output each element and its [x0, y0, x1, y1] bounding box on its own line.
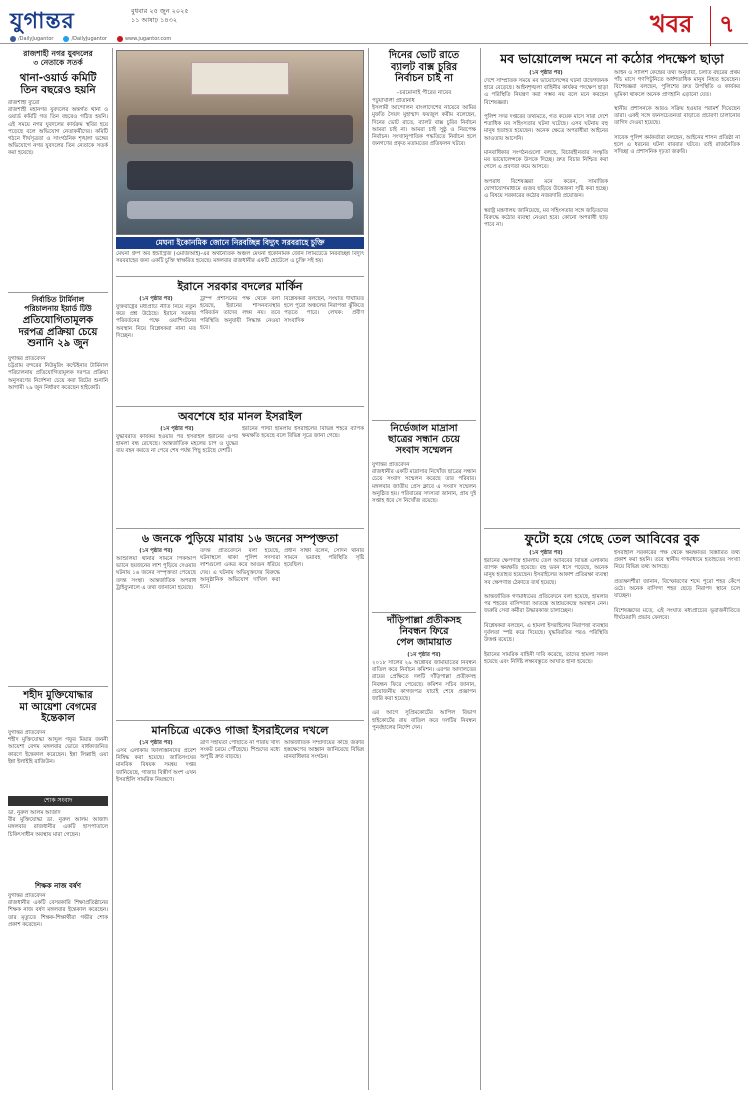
divider	[116, 720, 364, 721]
article-mob-col1: দেশে সাম্প্রতিক সময়ে মব ভায়োলেন্সের ঘটনা উদ্বেগজনক হারে বেড়েছে। আইনশৃঙ্খলা বাহিনীর কার্যকর পদক্ষেপ ছাড়া এ পরিস্থিতি নিয়ন্ত্রণ করা সম্ভব নয় বলে মনে করছেন বিশেষজ্ঞরা। পুলিশ সদর দপ্তরের তথ্যমতে, গত কয়েক মাসে সারা দেশে শতাধিক মব সহিংসতার ঘটনা ঘটেছে। এসব ঘটনায় বহু মানুষ হতাহত হয়েছেন। অনেক ক্ষেত্রে অপরাধীরা আইনের আওতায় আসেনি। মানবাধিকার সংগঠনগুলো বলছে, বিচারহীনতার সংস্কৃতি মব ভায়োলেন্সকে উসকে দিচ্ছে। দ্রুত বিচার নিশ্চিত করা গেলে এ প্রবণতা কমে আসবে। অপরাধ বিশেষজ্ঞরা মনে করেন, সামাজিক যোগাযোগমাধ্যমে গুজব ছড়িয়ে উত্তেজনা সৃষ্টি করা হচ্ছে। এ বিষয়ে সরকারের কঠোর নজরদারি প্রয়োজন। স্বরাষ্ট্র মন্ত্রণালয় জানিয়েছে, মব সহিংসতার সঙ্গে জড়িতদের বিরুদ্ধে কঠোর ব্যবস্থা নেওয়া হবে। কোনো অপরাধী ছাড় পাবে না।	[484, 78, 608, 229]
photo-caption-body: মেঘনা গ্রুপ অব ইন্ডাস্ট্রিজ (এমজিআই)-এর অর্থনৈতিক অঞ্চল মেঘনা ইকোনমিক জোন লিমিটেডে নিরবচ্ছিন্ন বিদ্যুৎ সরবরাহের জন্য একটি চুক্তি স্বাক্ষরিত হয়েছে। মঙ্গলবার রাজধানীর একটি হোটেলে এ চুক্তি সই হয়।	[116, 251, 364, 265]
headline-terminal: প্রতিযোগিতামূলক দরপত্র প্রক্রিয়া চেয়ে শুনানি ২৯ জুন	[18, 315, 98, 349]
facebook-icon	[10, 36, 16, 42]
continuation-label: (১ম পৃষ্ঠার পর)	[529, 550, 563, 556]
page-number: ৭	[710, 6, 735, 46]
headline-madrasa: নির্ভেজাল মাদ্রাসা ছাত্রের সন্ধান চেয়ে সংবাদ সম্মেলন	[388, 423, 460, 456]
news-photo	[116, 50, 364, 235]
headline-gaza: মানচিত্রে একেও গাজা ইসরাইলের দখলে	[151, 724, 329, 737]
masthead	[0, 0, 748, 44]
continuation-label: (১ম পৃষ্ঠার পর)	[529, 70, 563, 76]
headline-teacher: শিক্ষক নাজ বর্ষণ	[34, 882, 82, 890]
continuation-label: (১ম পৃষ্ঠার পর)	[160, 426, 194, 432]
article-six-col3: প্রধান সাক্ষী বলেন, সেদিন থানার সামনে ভয়াবহ পরিস্থিতি সৃষ্টি হয়েছিল।	[284, 548, 364, 569]
headline-ayesha: শহীদ মুক্তিযোদ্ধার মা আয়েশা বেগমের ইন্তেকাল	[19, 690, 97, 724]
divider	[116, 406, 364, 407]
headline-rajshahi: থানা-ওয়ার্ড কমিটি তিন বছরেও হয়নি	[19, 72, 97, 97]
headline-night-vote: দিনের ভোট রাতে ব্যালট বাক্স চুরির নির্বাচন চাই না	[388, 50, 460, 84]
date-line	[131, 7, 189, 25]
divider	[116, 528, 364, 529]
website-link[interactable]: www.jugantor.com	[117, 36, 171, 42]
headline-rajshahi-kicker: রাজশাহী নগর যুবদলের ৩ নেতাকে সতর্ক	[23, 49, 93, 67]
article-night-vote-body: পটুয়াখালী প্রতিনিধি ইসলামী আন্দোলন বাংলাদেশের নায়েবে আমির মুফতি সৈয়দ মুহাম্মাদ ফয়জুল করীম বলেছেন, দিনের ভোট রাতে, ব্যালট বাক্স চুরির নির্বাচন আমরা চাই না। আমরা চাই সুষ্ঠু ও নিরপেক্ষ নির্বাচন। সংখ্যানুপাতিক পদ্ধতিতে নির্বাচন হলে জনগণের প্রকৃত মতামতের প্রতিফলন ঘটবে।	[372, 98, 476, 148]
headline-tel-aviv: ফুটো হয়ে গেছে তেল আবিবের বুক	[524, 531, 700, 546]
article-ayesha-body: যুগান্তর প্রতিবেদন শহীদ মুক্তিযোদ্ধা আব্দুল গফুর মিয়ার জননী আয়েশা বেগম মঙ্গলবার ভোরে বার্ধক্যজনিত কারণে ইন্তেকাল করেছেন। ইন্না লিল্লাহি ওয়া ইন্না ইলাইহি রাজিউন।	[8, 730, 108, 765]
article-israel-col2: ইরানের পাল্টা হামলায় ইসরাইলের বিভিন্ন শহরে ব্যাপক ক্ষয়ক্ষতি হয়েছে বলে বিভিন্ন সূত্রে জানা গেছে।	[242, 426, 364, 440]
obituary-label: শোক সংবাদ	[8, 796, 108, 806]
photo-people-front	[127, 161, 353, 190]
article-tel-aviv-col1: ইরানের ক্ষেপণাস্ত্র হামলায় তেল আবিবের বিভিন্ন এলাকায় ব্যাপক ক্ষয়ক্ষতি হয়েছে। বহু ভবন ধসে পড়েছে, অনেক মানুষ হতাহত হয়েছেন। ইসরাইলের আকাশ প্রতিরক্ষা ব্যবস্থা সব ক্ষেপণাস্ত্র ঠেকাতে ব্যর্থ হয়েছে। আন্তর্জাতিক গণমাধ্যমের প্রতিবেদনে বলা হয়েছে, হামলার পর শহরের বাসিন্দারা আতঙ্কে আশ্রয়কেন্দ্রে অবস্থান নেন। জরুরি সেবা কর্মীরা উদ্ধারকাজ চালাচ্ছেন। বিশ্লেষকরা বলছেন, এ হামলা ইসরাইলের নিরাপত্তা ব্যবস্থার দুর্বলতা স্পষ্ট করে দিয়েছে। যুদ্ধবিরতির পরও পরিস্থিতি উত্তপ্ত রয়েছে। ইরানের সামরিক বাহিনী দাবি করেছে, তাদের হামলা সফল হয়েছে এবং নির্দিষ্ট লক্ষ্যবস্তুতে আঘাত হানা হয়েছে।	[484, 558, 608, 665]
article-israel-col1: যুদ্ধবিরতি কার্যকর হওয়ার পর ইসরাইল ইরানের ওপর হামলা বন্ধ রেখেছে। আন্তর্জাতিক মহলের চাপ ও যুদ্ধের ব্যয় বহন করতে না পেরে শেষ পর্যন্ত পিছু হটেছে দেশটি।	[116, 434, 238, 455]
divider	[372, 420, 476, 421]
obituary-azad-body: ডা. নুরুল আলম আজাদ বীর মুক্তিযোদ্ধা ডা. নুরুল আলম আজাদ মঙ্গলবার রাজধানীর একটি হাসপাতালে চিকিৎসাধীন অবস্থায় মারা গেছেন।	[8, 810, 108, 838]
twitter-icon	[63, 36, 69, 42]
newspaper-logo: যুগান্তর	[10, 8, 75, 34]
article-iran-col2: ট্রাম্প প্রশাসনের পক্ষ থেকে বলা হয়েছে, ইরানের শাসনব্যবস্থার পরিবর্তন তাদের লক্ষ্য নয়। তবে পরিস্থিতি অনুযায়ী সিদ্ধান্ত নেওয়া হবে।	[200, 296, 280, 331]
article-tel-aviv-col2: ইসরাইলি সরকারের পক্ষ থেকে ক্ষয়ক্ষতির বিস্তারিত তথ্য প্রকাশ করা হয়নি। তবে স্থানীয় গণমাধ্যমে হতাহতের সংখ্যা নিয়ে বিভিন্ন তথ্য আসছে। প্রত্যক্ষদর্শীরা জানান, বিস্ফোরণের শব্দে পুরো শহর কেঁপে ওঠে। অনেক বাসিন্দা শহর ছেড়ে নিরাপদ স্থানে চলে যাচ্ছেন। বিশেষজ্ঞদের মতে, এই সংঘাত মধ্যপ্রাচ্যের ভূরাজনীতিতে দীর্ঘমেয়াদি প্রভাব ফেলবে।	[614, 550, 740, 621]
headline-terminal-kicker: নির্বাচিত টার্মিনাল পরিচালনায় ইয়ার্ড টিউ	[24, 295, 92, 313]
photo-banner	[191, 62, 289, 95]
twitter-link[interactable]: /DailyJugantor	[63, 36, 106, 42]
headline-jamaat: দাঁড়িপাল্লা প্রতীকসহ নিবন্ধন ফিরে পেল জামায়াত	[386, 615, 462, 648]
divider	[372, 612, 476, 613]
article-iran-col1: যুক্তরাষ্ট্রের মধ্যপ্রাচ্য নীতি নিয়ে নতুন করে প্রশ্ন উঠেছে। ইরানে সরকার পরিবর্তনের পক্ষে ওয়াশিংটনের অবস্থান নিয়ে বিশ্লেষকরা নানা মত দিচ্ছেন।	[116, 304, 196, 339]
article-teacher-body: যুগান্তর প্রতিবেদন রাজধানীর একটি বেসরকারি শিক্ষাপ্রতিষ্ঠানের শিক্ষক নাজ বর্ষণ মঙ্গলবার ইন্তেকাল করেছেন। তার মৃত্যুতে শিক্ষক-শিক্ষার্থীরা গভীর শোক প্রকাশ করেছেন।	[8, 893, 108, 928]
column-rule	[480, 48, 481, 1090]
social-links	[10, 36, 171, 42]
continuation-label: (১ম পৃষ্ঠার পর)	[139, 296, 173, 302]
article-gaza-col2: ত্রাণ সহায়তা পৌঁছাতে না পারায় খাদ্য সংকট চরমে পৌঁছেছে। শিশুদের মধ্যে অপুষ্টি দ্রুত বাড়ছে।	[200, 740, 280, 761]
facebook-link[interactable]: /DailyJugantor	[10, 36, 53, 42]
headline-israel: অবশেষে হার মানল ইসরাইল	[178, 410, 302, 423]
headline-night-vote-source: –চরমোনাই পীরের নায়েব	[396, 90, 452, 96]
photo-caption: মেঘনা ইকোনমিক জোনে নিরবচ্ছিন্ন বিদ্যুৎ সরবরাহে চুক্তি	[116, 237, 364, 249]
article-six-col1: আশুলিয়া থানার সামনে পিকআপ ভ্যানে ছয়জনের লাশ পুড়িয়ে দেওয়ার ঘটনায় ১৬ জনের সম্পৃক্ততা পেয়েছে তদন্ত সংস্থা। আন্তর্জাতিক অপরাধ ট্রাইব্যুনালে এ তথ্য জানানো হয়েছে।	[116, 556, 196, 591]
column-rule	[112, 48, 113, 1090]
date-bangla: ১১ আষাঢ় ১৪৩২	[131, 16, 178, 24]
photo-people-back	[127, 115, 353, 144]
date-english: বুধবার ২৫ জুন ২০২৫	[131, 7, 189, 15]
continuation-label: (১ম পৃষ্ঠার পর)	[139, 548, 173, 554]
continuation-label: (১ম পৃষ্ঠার পর)	[139, 740, 173, 746]
headline-iran: ইরানে সরকার বদলের মার্কিন	[177, 280, 303, 293]
article-six-col2: তদন্ত প্রতিবেদনে বলা হয়েছে, ঘটনাস্থলে থাকা পুলিশ সদস্যরা লাশগুলো একত্র করে আগুন ধরিয়ে দেয়। এ ঘটনায় অভিযুক্তদের বিরুদ্ধে আনুষ্ঠানিক অভিযোগ দাখিল করা হবে।	[200, 548, 280, 591]
article-madrasa-body: যুগান্তর প্রতিবেদন রাজধানীর একটি মাদ্রাসার নিখোঁজ ছাত্রের সন্ধান চেয়ে সংবাদ সম্মেলন করেছে তার পরিবার। মঙ্গলবার জাতীয় প্রেস ক্লাবে এ সংবাদ সম্মেলন অনুষ্ঠিত হয়। পরিবারের সদস্যরা জানান, প্রায় দুই সপ্তাহ ধরে সে নিখোঁজ রয়েছে।	[372, 462, 476, 505]
article-jamaat-body: ২০১৮ সালের ২৯ অক্টোবর জামায়াতের নিবন্ধন বাতিল করে নির্বাচন কমিশন। এরপর আদালতের রায়ের প্রেক্ষিতে দলটি দাঁড়িপাল্লা প্রতীকসহ নিবন্ধন ফিরে পেয়েছে। কমিশন সচিব জানান, প্রয়োজনীয় কাগজপত্র যাচাই শেষে প্রজ্ঞাপন জারি করা হয়েছে। এর আগে সুপ্রিমকোর্টের আপিল বিভাগ হাইকোর্টের রায় বাতিল করে দলটির নিবন্ধন পুনর্বহালের নির্দেশ দেন।	[372, 660, 476, 731]
divider	[484, 528, 740, 529]
photo-table	[127, 201, 353, 219]
divider	[8, 686, 108, 687]
headline-mob-violence: মব ভায়োলেন্স দমনে না কঠোর পদক্ষেপ ছাড়া	[500, 51, 724, 66]
article-gaza-col3: আন্তর্জাতিক সম্প্রদায়ের কাছে জরুরি হস্তক্ষেপের আহ্বান জানিয়েছে বিভিন্ন মানবাধিকার সংগঠন।	[284, 740, 364, 761]
article-terminal-body: যুগান্তর প্রতিবেদন চট্টগ্রাম বন্দরের নিউমুরিং কন্টেইনার টার্মিনাল পরিচালনায় প্রতিযোগিতামূলক দরপত্র প্রক্রিয়া অনুসরণের নির্দেশনা চেয়ে করা রিটের শুনানি আগামী ২৯ জুন নির্ধারণ করেছেন হাইকোর্ট।	[8, 356, 108, 391]
section-title: খবর	[650, 10, 693, 38]
article-mob-col2: আইন ও সালিশ কেন্দ্রের তথ্য অনুযায়ী, চলতি বছরের প্রথম পাঁচ মাসে গণপিটুনিতে অর্ধশতাধিক মানুষ নিহত হয়েছেন। বিশেষজ্ঞরা বলছেন, পুলিশের দ্রুত উপস্থিতি ও কার্যকর ভূমিকা থাকলে অনেক প্রাণহানি এড়ানো যেত। স্থানীয় প্রশাসনকে আরও সক্রিয় হওয়ার পরামর্শ দিয়েছেন তারা। একই সঙ্গে জনসচেতনতা বাড়াতে প্রচারণা চালানোর তাগিদ দেওয়া হয়েছে। সাবেক পুলিশ কর্মকর্তারা বলছেন, আইনের শাসন প্রতিষ্ঠা না হলে এ ধরনের ঘটনা বারবার ঘটবে। তাই রাজনৈতিক সদিচ্ছা ও প্রশাসনিক দৃঢ়তা জরুরি।	[614, 70, 740, 156]
globe-icon	[117, 36, 123, 42]
column-rule	[368, 48, 369, 1090]
divider	[8, 292, 108, 293]
continuation-label: (১ম পৃষ্ঠার পর)	[407, 652, 441, 658]
divider	[116, 276, 364, 277]
headline-six-burned: ৬ জনকে পুড়িয়ে মারায় ১৬ জনের সম্পৃক্ততা	[141, 532, 339, 545]
article-iran-col3: বিশ্লেষকরা বলছেন, সংঘাত দীর্ঘায়িত হলে পুরো অঞ্চলের নিরাপত্তা ঝুঁকিতে পড়তে পারে। লেখক: প্রবীণ সাংবাদিক	[284, 296, 364, 324]
article-rajshahi-body: রাজশাহী ব্যুরো রাজশাহী মহানগর যুবদলের অন্তর্গত থানা ও ওয়ার্ড কমিটি গত তিন বছরেও গঠিত হয়নি। এই সময়ে নগর যুবদলের কার্যক্রম স্থবির হয়ে পড়েছে বলে অভিযোগ নেতাকর্মীদের। কমিটি গঠনে দীর্ঘসূত্রতা ও সাংগঠনিক শৃঙ্খলা ভঙ্গের অভিযোগে নগর যুবদলের তিন নেতাকে সতর্ক করা হয়েছে।	[8, 100, 108, 157]
article-gaza-col1: এসব এলাকায় ফিলিস্তিনিদের প্রবেশ নিষিদ্ধ করা হয়েছে। জাতিসংঘের মানবিক বিষয়ক সমন্বয় দপ্তর জানিয়েছে, গাজার বিস্তীর্ণ অংশ এখন ইসরাইলি সামরিক নিয়ন্ত্রণে।	[116, 748, 196, 783]
